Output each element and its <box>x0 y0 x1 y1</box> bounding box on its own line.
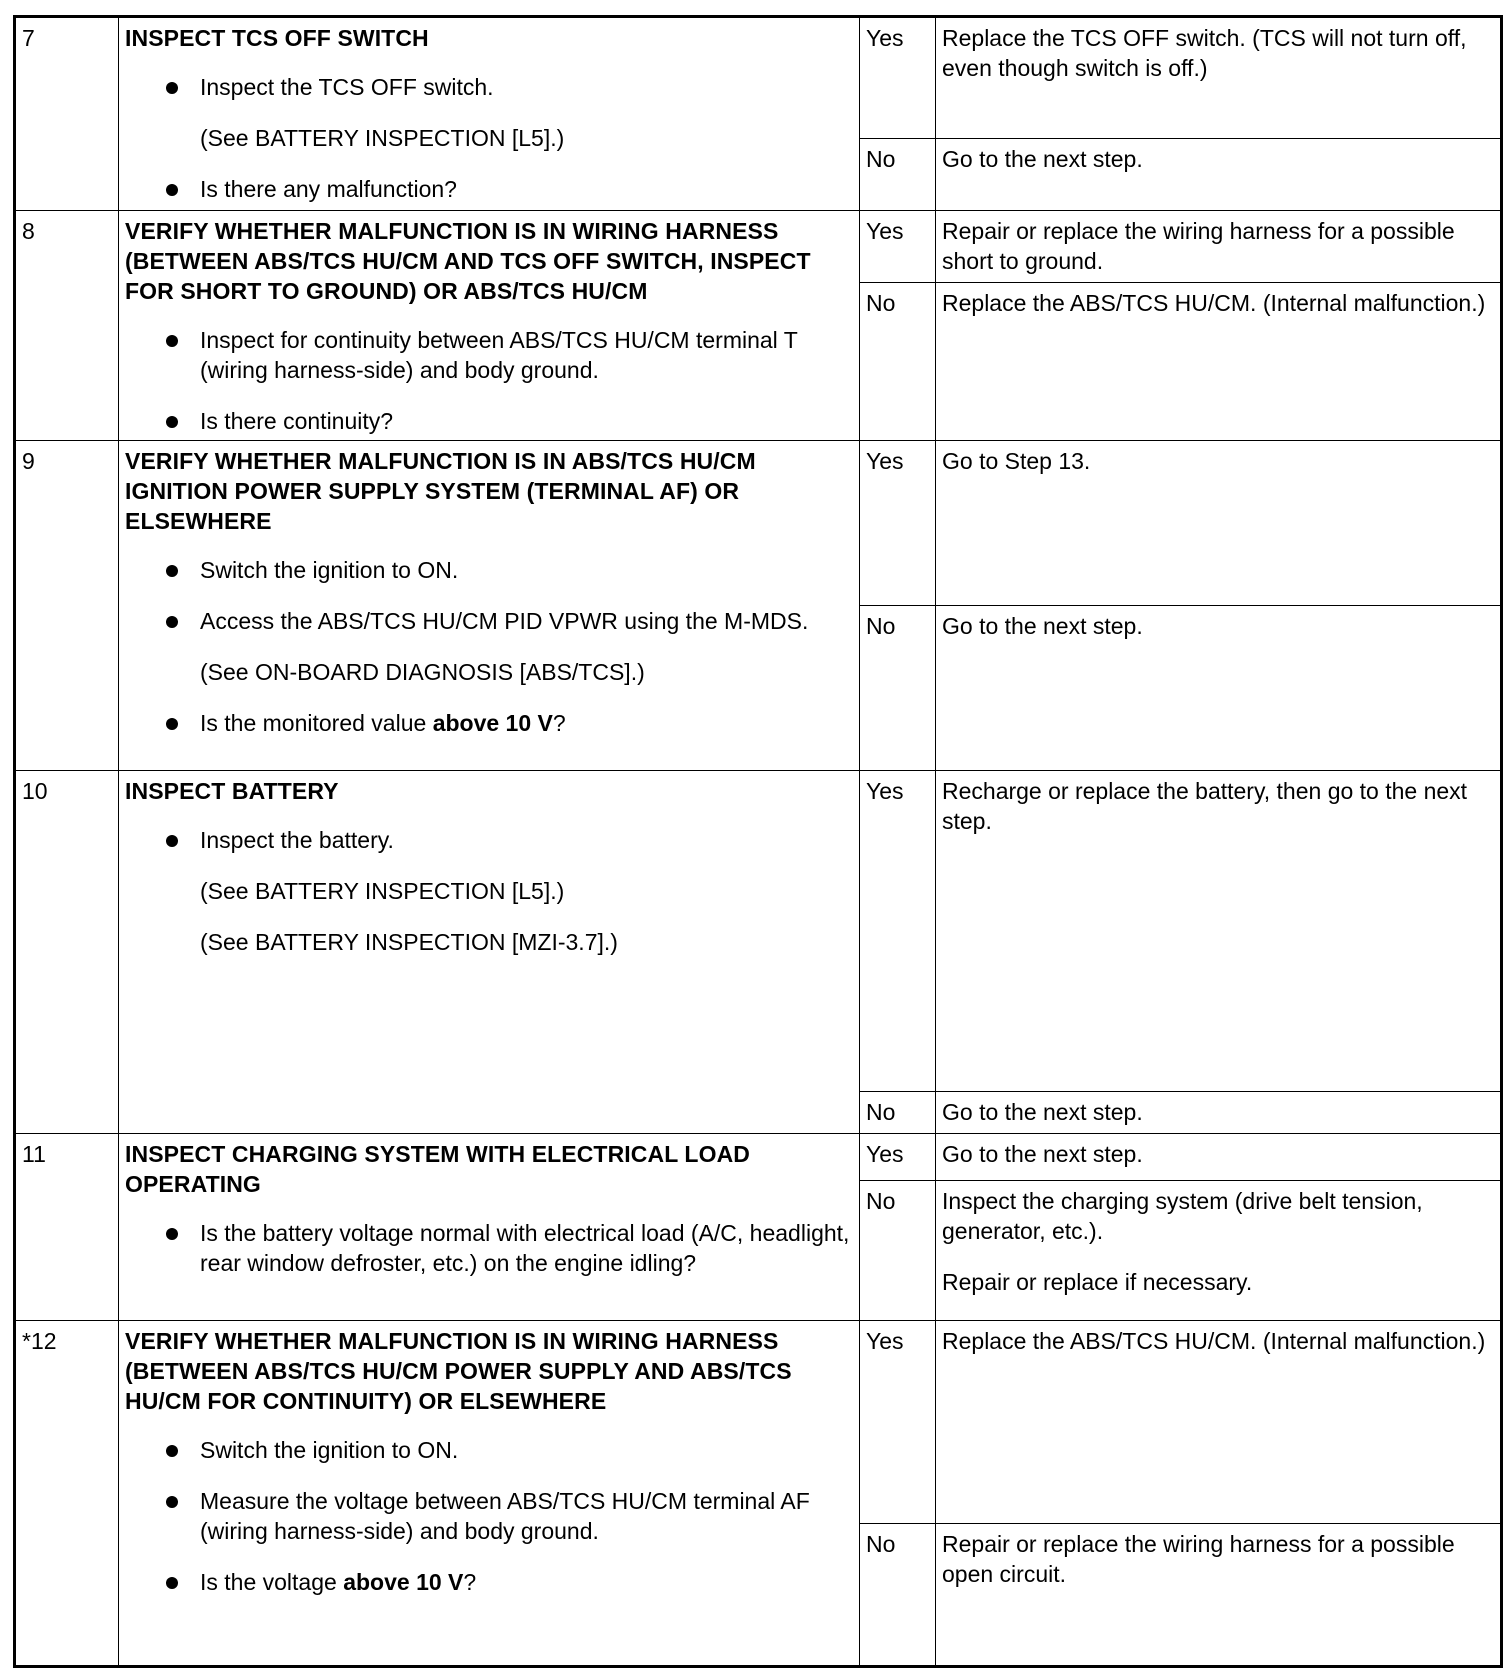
action-text: Go to the next step. <box>942 1099 1143 1125</box>
no-action <box>936 1181 1502 1321</box>
action-text: Go to the next step. <box>942 1141 1143 1167</box>
question-item: Is there any malfunction? <box>125 174 853 204</box>
step-description <box>119 1134 860 1321</box>
step-row <box>15 1134 1502 1181</box>
action-text: Repair or replace the wiring harness for a possible open circuit. <box>942 1531 1455 1587</box>
yes-action <box>936 1134 1502 1181</box>
no-label: No <box>860 283 936 441</box>
no-action <box>936 139 1502 211</box>
question-end: ? <box>552 710 566 736</box>
no-action <box>936 606 1502 771</box>
yes-action <box>936 17 1502 139</box>
no-action <box>936 1524 1502 1667</box>
no-action <box>936 1092 1502 1134</box>
action-text: Go to the next step. <box>942 613 1143 639</box>
yes-label: Yes <box>860 17 936 139</box>
step-row <box>15 211 1502 283</box>
step-description <box>119 441 860 771</box>
question-emphasis: above 10 V <box>432 710 553 736</box>
step-number: 7 <box>15 17 119 211</box>
step-number: 10 <box>15 771 119 1134</box>
no-action <box>936 283 1502 441</box>
step-number: 8 <box>15 211 119 441</box>
yes-action <box>936 441 1502 606</box>
bullet-item: Switch the ignition to ON. <box>125 1435 853 1465</box>
diagnostic-procedure-table <box>13 15 1503 1668</box>
step-description <box>119 771 860 1134</box>
step-number: *12 <box>15 1321 119 1667</box>
step-row <box>15 441 1502 606</box>
reference-note: (See BATTERY INSPECTION [MZI-3.7].) <box>200 929 618 955</box>
bullet-item: Measure the voltage between ABS/TCS HU/CM terminal AF (wiring harness-side) and body ground. <box>125 1486 853 1546</box>
step-row <box>15 771 1502 1092</box>
bullet-item: Switch the ignition to ON. <box>125 555 853 585</box>
action-text: Repair or replace the wiring harness for a possible short to ground. <box>942 218 1455 274</box>
yes-label: Yes <box>860 1321 936 1524</box>
yes-action <box>936 771 1502 1092</box>
question-text: Is the voltage <box>200 1569 344 1595</box>
no-label: No <box>860 139 936 211</box>
yes-label: Yes <box>860 441 936 606</box>
question-text: Is the monitored value <box>200 710 433 736</box>
action-text: Recharge or replace the battery, then go to the next step. <box>942 778 1468 834</box>
question-item: Is there continuity? <box>125 406 853 436</box>
bullet-item: Inspect the battery. <box>125 825 853 855</box>
action-text: Replace the ABS/TCS HU/CM. (Internal malfunction.) <box>942 1328 1486 1354</box>
reference-note: (See BATTERY INSPECTION [L5].) <box>200 878 565 904</box>
bullet-item: Inspect the TCS OFF switch. <box>125 72 853 102</box>
action-text: Repair or replace if necessary. <box>942 1269 1253 1295</box>
action-text: Replace the ABS/TCS HU/CM. (Internal malfunction.) <box>942 290 1486 317</box>
bullet-item: Inspect for continuity between ABS/TCS HU/CM terminal T (wiring harness-side) and body ground. <box>125 325 853 385</box>
step-title: VERIFY WHETHER MALFUNCTION IS IN ABS/TCS HU/CM IGNITION POWER SUPPLY SYSTEM (TERMINAL AF) OR ELSEWHERE <box>125 448 756 534</box>
step-title: INSPECT CHARGING SYSTEM WITH ELECTRICAL LOAD OPERATING <box>125 1141 750 1197</box>
no-label: No <box>860 1181 936 1321</box>
action-text: Go to Step 13. <box>942 448 1091 474</box>
yes-label: Yes <box>860 1134 936 1181</box>
step-description <box>119 1321 860 1667</box>
bullet-item: Access the ABS/TCS HU/CM PID VPWR using the M-MDS. <box>125 606 853 636</box>
step-description <box>119 211 860 441</box>
yes-label: Yes <box>860 771 936 1092</box>
step-number: 11 <box>15 1134 119 1321</box>
no-label: No <box>860 606 936 771</box>
step-row <box>15 17 1502 139</box>
yes-label: Yes <box>860 211 936 283</box>
question-end: ? <box>463 1569 477 1595</box>
yes-action <box>936 211 1502 283</box>
action-text: Replace the TCS OFF switch. (TCS will not turn off, even though switch is off.) <box>942 25 1467 81</box>
action-text: Go to the next step. <box>942 146 1143 172</box>
no-label: No <box>860 1524 936 1667</box>
reference-note: (See ON-BOARD DIAGNOSIS [ABS/TCS].) <box>200 659 645 685</box>
step-description <box>119 17 860 211</box>
question-item <box>125 1567 853 1597</box>
question-emphasis: above 10 V <box>343 1569 464 1595</box>
no-label: No <box>860 1092 936 1134</box>
step-number: 9 <box>15 441 119 771</box>
step-title: VERIFY WHETHER MALFUNCTION IS IN WIRING HARNESS (BETWEEN ABS/TCS HU/CM POWER SUPPLY AND ABS/TCS HU/CM FOR CONTINUITY) OR ELSEWHERE <box>125 1328 792 1414</box>
step-title: INSPECT BATTERY <box>125 778 339 804</box>
step-title: INSPECT TCS OFF SWITCH <box>125 25 429 51</box>
question-item <box>125 708 853 738</box>
step-row <box>15 1321 1502 1524</box>
action-text: Inspect the charging system (drive belt tension, generator, etc.). <box>942 1188 1423 1244</box>
step-title: VERIFY WHETHER MALFUNCTION IS IN WIRING HARNESS (BETWEEN ABS/TCS HU/CM AND TCS OFF SWITCH, INSPECT FOR SHORT TO GROUND) OR ABS/TCS HU/CM <box>125 218 811 304</box>
reference-note: (See BATTERY INSPECTION [L5].) <box>200 125 565 151</box>
question-item: Is the battery voltage normal with electrical load (A/C, headlight, rear window defroster, etc.) on the engine idling? <box>125 1218 853 1278</box>
yes-action <box>936 1321 1502 1524</box>
